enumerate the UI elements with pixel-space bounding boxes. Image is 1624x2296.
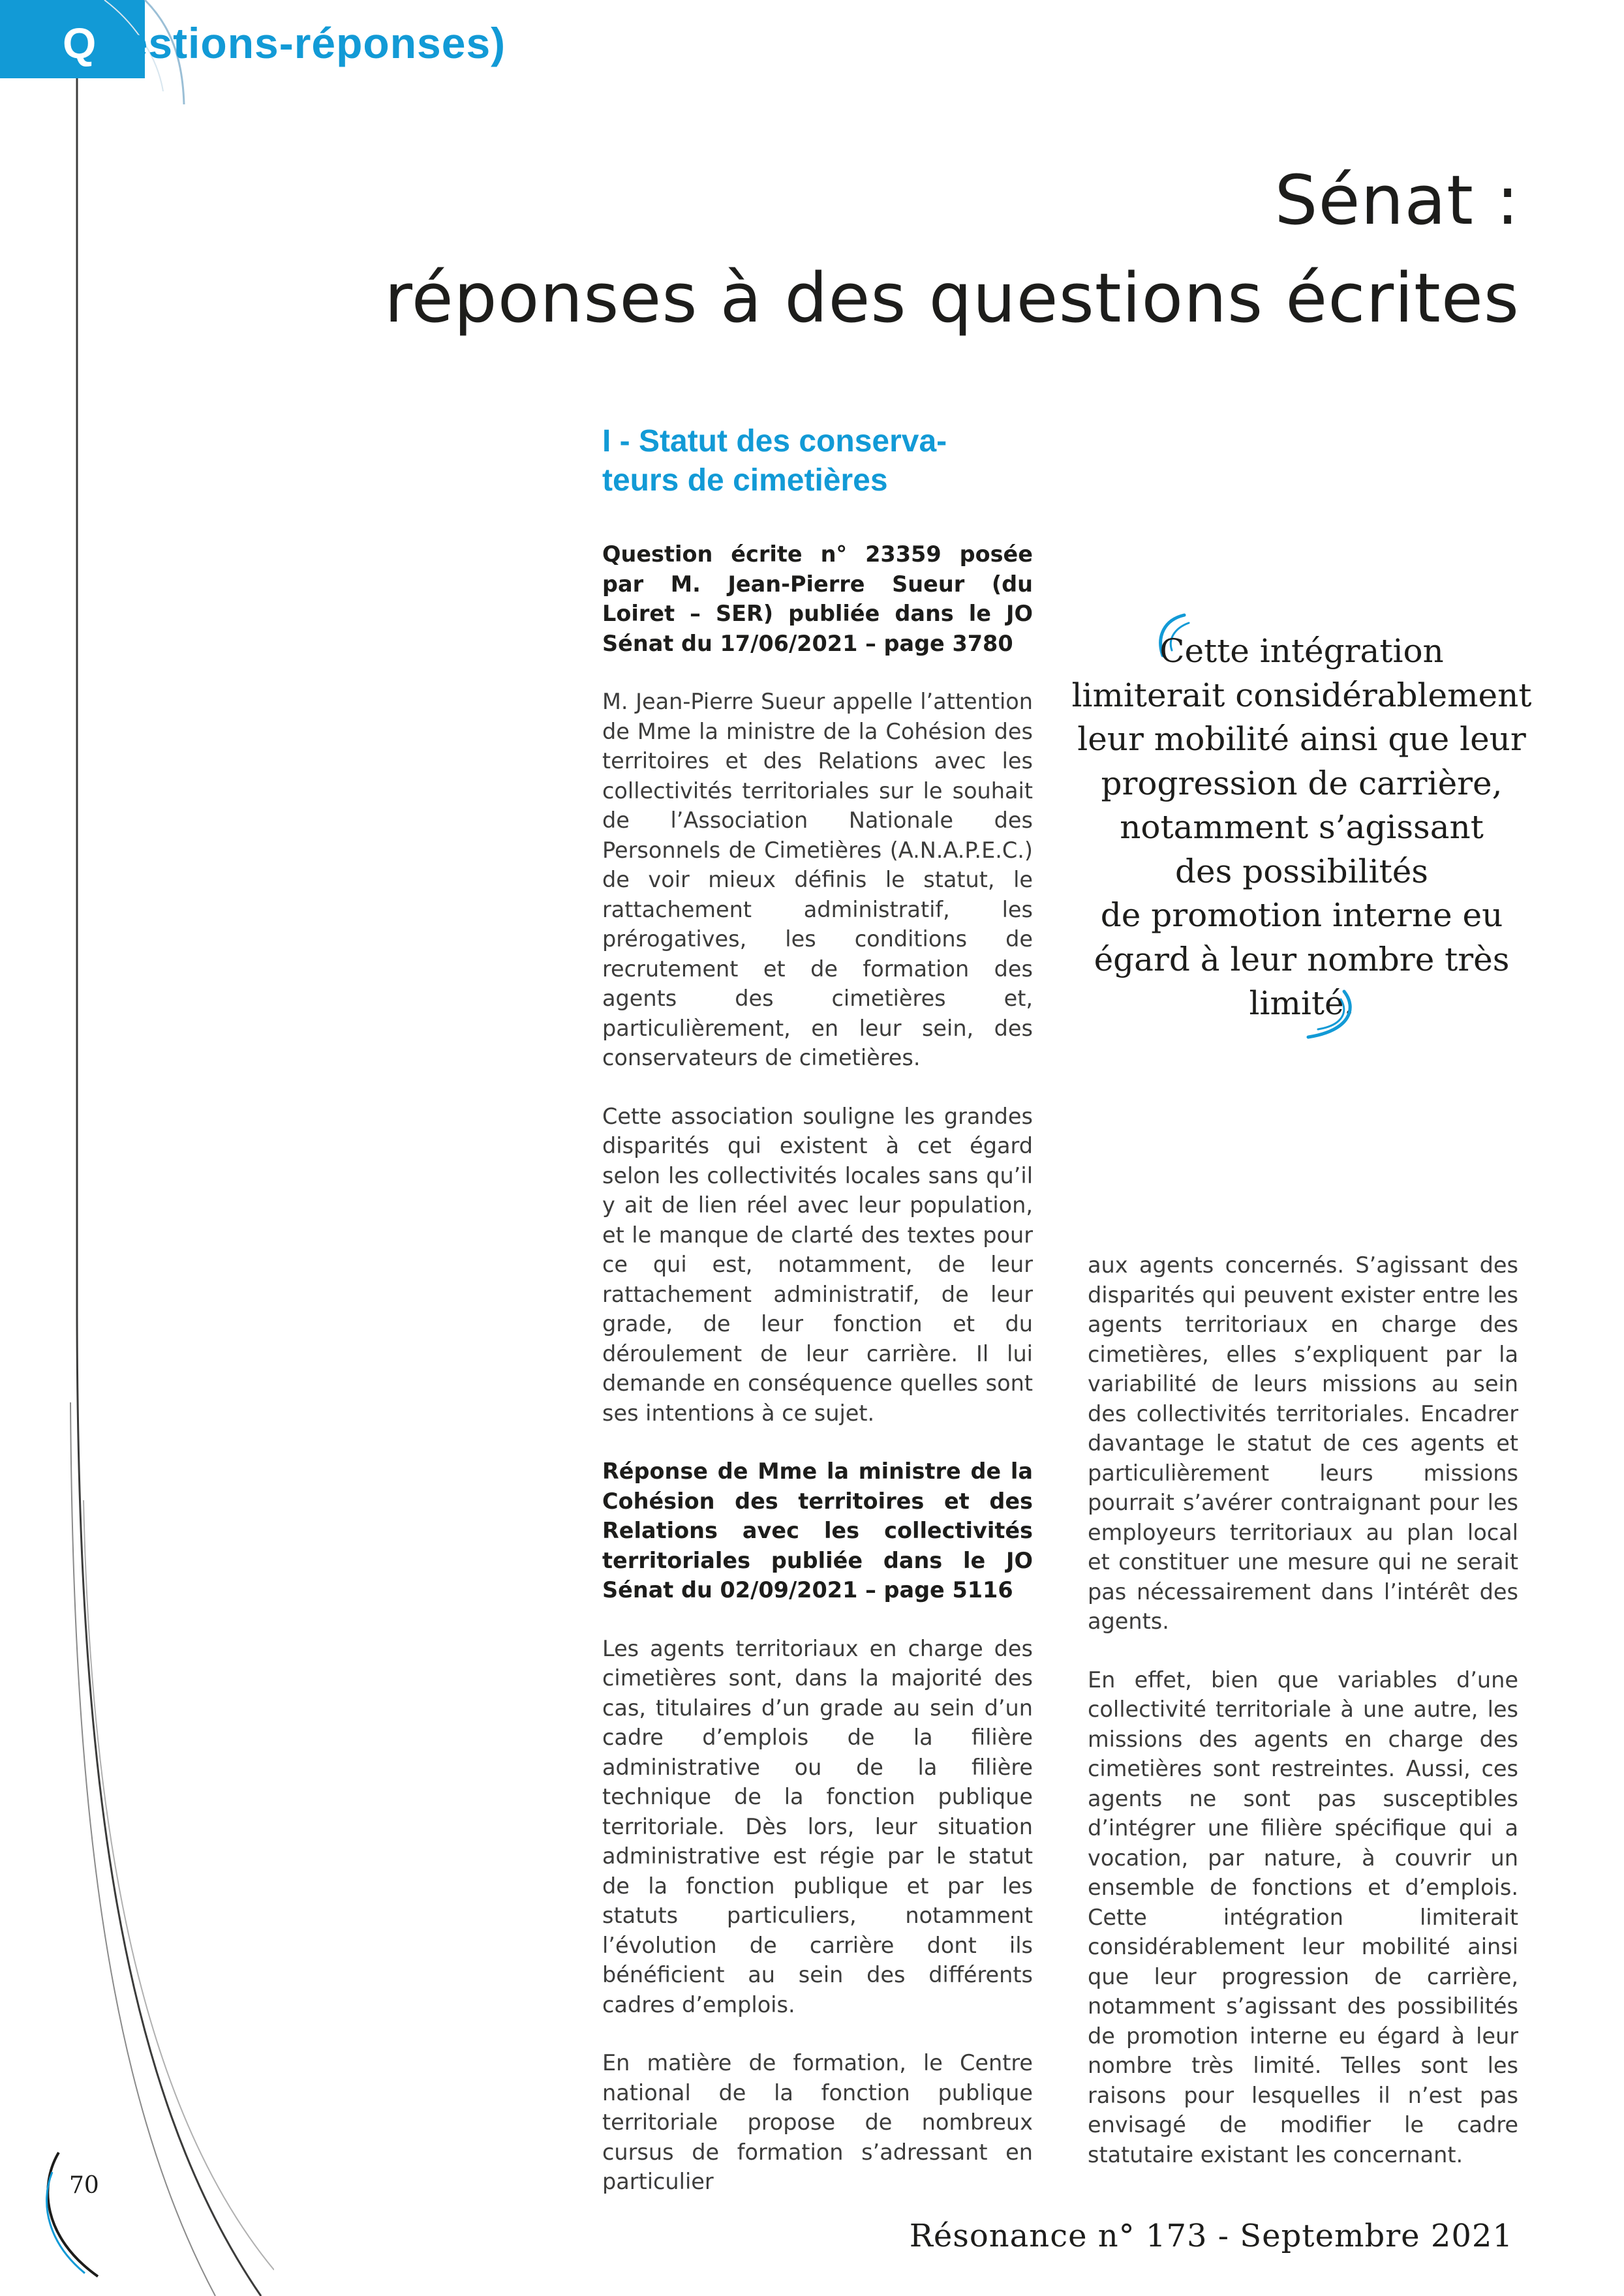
answer-paragraph-2: En matière de formation, le Centre national de la fonction publique territoriale propose de nombreux cursus de formation s’adressant en particulier [602, 2050, 1033, 2194]
question-paragraph-1: M. Jean-Pierre Sueur appelle l’attention de Mme la ministre de la Cohésion des territoires et des Relations avec les collectivités territoriales sur le souhait de l’Association Nationale des Personnels de Cimetières (A.N.A.P.E.C.) de voir mieux définis le statut, le rattachement administratif, les prérogatives, les conditions de recrutement et de formation des agents des cimetières et, particulièrement, en leur sein, des conservateurs de cimetières. [602, 689, 1033, 1070]
section-label [63, 18, 506, 68]
pull-quote-line: de promotion interne eu [1100, 896, 1503, 934]
article-heading [602, 422, 1033, 500]
answer-metadata: Réponse de Mme la ministre de la Cohésion des territoires et des Relations avec les collectivités territoriales publiée dans le JO Sénat du 02/09/2021 – page 5116 [602, 1458, 1033, 1603]
page-title [149, 151, 1520, 347]
question-paragraph-2: Cette association souligne les grandes disparités qui existent à cet égard selon les collectivités locales sans qu’il y ait de lien réel avec leur population, et le manque de clarté des textes pour ce qui est, notamment, de leur rattachement administratif, de leur grade, de leur fonction et du déroulement de leur carrière. Il lui demande en conséquence quelles sont ses intentions à ce sujet. [602, 1103, 1033, 1426]
question-metadata: Question écrite n° 23359 posée par M. Jean-Pierre Sueur (du Loiret – SER) publiée dans le JO Sénat du 17/06/2021 – page 3780 [602, 541, 1033, 656]
page-title-line-2: réponses à des questions écrites [384, 258, 1520, 338]
pull-quote-line: leur mobilité ainsi que leur [1077, 720, 1526, 758]
pull-quote-line: limiterait considérablement [1071, 676, 1532, 714]
article-right-column [1088, 1250, 1518, 2198]
answer-paragraph-4: En effet, bien que variables d’une collectivité territoriale à une autre, les missions des agents en charge des cimetières sont restreintes. Aussi, ces agents ne sont pas susceptibles d’intégrer une filière spécifique qui a vocation, par nature, à couvrir un ensemble de fonctions et d’emplois. Cette intégration limiterait considérablement leur mobilité ainsi que leur progression de carrière, notamment s’agissant des possibilités de promotion interne eu égard à leur nombre très limité. Telles sont les raisons pour lesquelles il n’est pas envisagé de modifier le cadre statutaire existant les concernant. [1088, 1667, 1518, 2168]
pull-quote-line: notamment s’agissant [1120, 808, 1484, 846]
article-heading-line-2: teurs de cimetières [602, 463, 888, 498]
issue-footer: Résonance n° 173 - Septembre 2021 [909, 2218, 1513, 2254]
quote-close-icon [1295, 985, 1367, 1044]
page-title-line-1: Sénat : [1274, 160, 1520, 240]
article-left-column [602, 422, 1033, 2226]
page-number: 70 [69, 2172, 99, 2199]
pull-quote-line: égard à leur nombre très [1094, 940, 1510, 978]
section-label-text: uestions-réponses) [97, 19, 506, 67]
pull-quote-line: progression de carrière, [1101, 764, 1503, 802]
answer-paragraph-1: Les agents territoriaux en charge des cimetières sont, dans la majorité des cas, titulaires d’un grade au sein d’un cadre d’emplois de la filière administrative ou de la filière technique de la fonction publique territoriale. Dès lors, leur situation administrative est régie par le statut de la fonction publique et par les statuts particuliers, notamment l’évolution de carrière dont ils bénéficient au sein des différents cadres d’emplois. [602, 1635, 1033, 2017]
pull-quote-line: des possibilités [1175, 852, 1428, 890]
pull-quote-line: Cette intégration [1159, 632, 1444, 670]
pull-quote [1070, 629, 1533, 1026]
article-heading-line-1: I - Statut des conserva- [602, 424, 947, 459]
pull-quote-line: limité. [1249, 984, 1355, 1022]
answer-paragraph-3: aux agents concernés. S’agissant des disparités qui peuvent exister entre les agents territoriaux en charge des cimetières, elles s’expliquent par la variabilité de leurs missions au sein des collectivités territoriales. Encadrer davantage le statut de ces agents et particulièrement leurs missions pourrait s’avérer contraignant pour les employeurs territoriaux au plan local et constituer une mesure qui ne serait pas nécessairement dans l’intérêt des agents. [1088, 1252, 1518, 1634]
page-number-swoosh-decoration [33, 2146, 104, 2283]
section-label-first-letter: Q [63, 19, 97, 67]
